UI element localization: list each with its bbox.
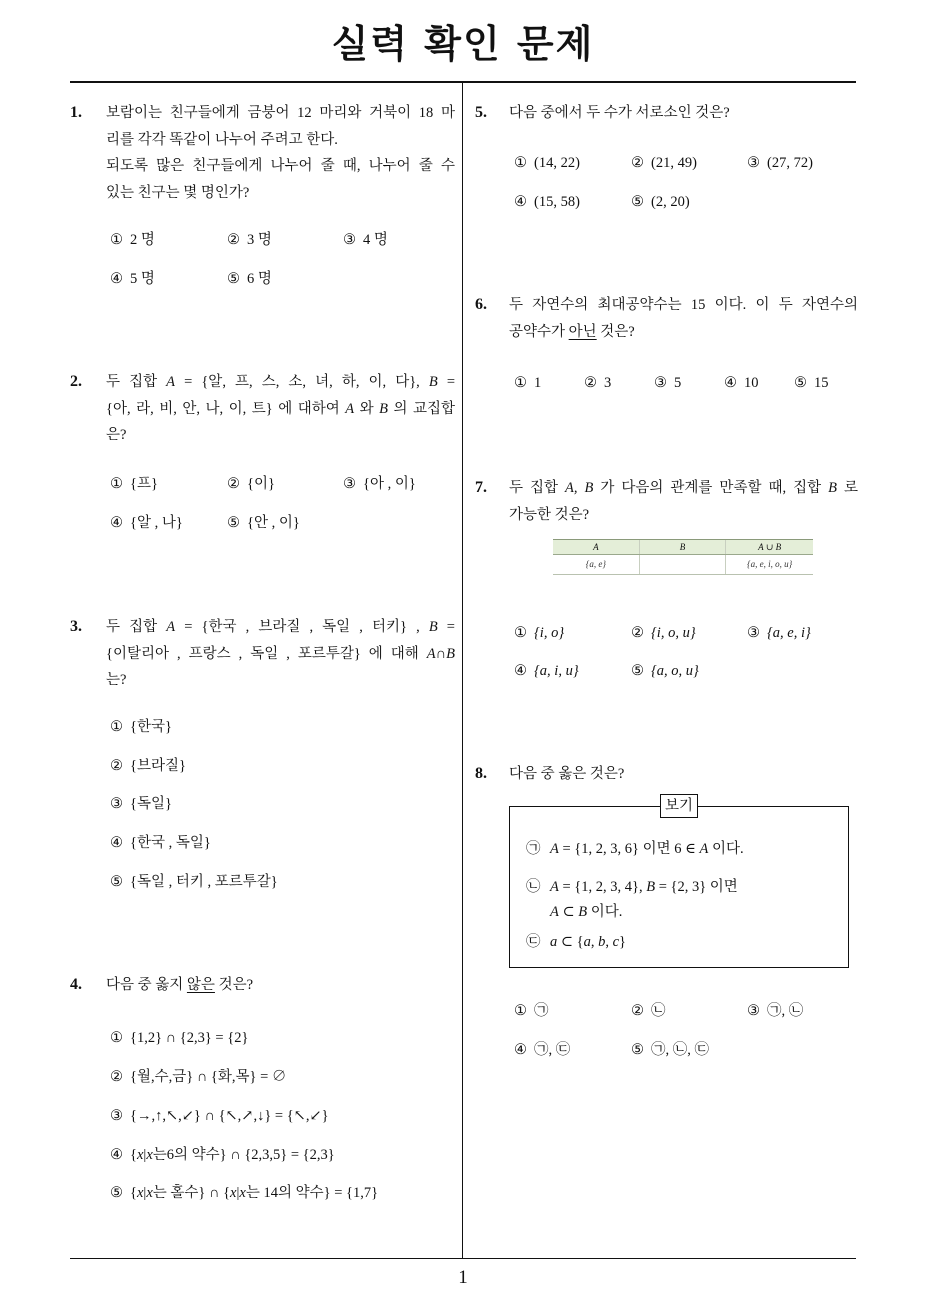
text-segment: 두 집합 [106,374,167,390]
choice-text: ㉠ [534,1003,549,1019]
variable: A [699,841,709,857]
choice-marker: ② [584,375,597,391]
variable: x [136,1147,144,1163]
variable: B [379,400,388,417]
choice-marker: ② [227,476,240,492]
q2-choice-2 [227,471,275,497]
variable: A [166,619,176,635]
q7-line: 가능한 것은? [509,506,590,523]
choice-text: {월,수,금} ∩ {화,목} = ∅ [130,1069,287,1085]
variable: B [828,480,837,496]
q1-choice-5 [227,266,272,292]
table-cell: {a, e} [553,555,640,574]
choice-marker: ④ [110,271,123,287]
relation-table [553,539,813,575]
q2-line [106,396,455,423]
q1-line: 보람이는 친구들에게 금붕어 12 마리와 거북이 18 마 [106,105,455,121]
text-segment: 다음 중 옳지 [106,977,187,993]
variable: A [550,879,559,895]
variable: A [426,645,436,662]
q8-choice-3 [747,998,803,1024]
q7-choice-4 [514,658,579,684]
q5-choice-5 [631,189,690,215]
q7-text [509,475,858,528]
q4-choice-3 [110,1103,329,1129]
q4-text [106,972,455,999]
q2-choice-1 [110,471,158,497]
choice-marker: ⑤ [110,1185,123,1201]
choice-marker: ④ [110,1147,123,1163]
variable: A [758,542,764,552]
choice-marker: ④ [724,375,737,391]
choice-marker: ② [631,155,644,171]
q3-line: 는? [106,672,127,688]
text-segment: { [130,1147,137,1163]
table-header-cell [640,540,727,554]
choice-text: {독일} [130,796,172,812]
q1-line: 되도록 많은 친구들에게 나누어 줄 때, 나누어 줄 수 [106,158,455,174]
q8-choice-2 [631,998,666,1024]
variable: A, B [565,480,594,496]
underlined-emphasis: 않은 [186,977,215,993]
choice-text: 1 [534,375,542,391]
choice-text: (27, 72) [767,155,813,171]
q3-line [106,641,455,668]
text-segment: | [143,1185,147,1201]
choice-marker: ④ [110,515,123,531]
text-segment: , [590,934,599,950]
text-segment: 두 집합 [509,480,566,496]
table-row [553,555,813,574]
text-segment: 로 [836,480,858,496]
bottom-rule [70,1258,856,1260]
variable: x [239,1185,246,1201]
q7-number: 7. [475,479,487,496]
variable: A [550,841,559,857]
text-segment: | [143,1147,147,1163]
variable: A [166,374,176,390]
q2-line: 은? [106,427,127,443]
q1-number: 1. [70,104,82,121]
q6-choice-3 [654,370,681,396]
choice-text: {a, e, i} [767,625,811,641]
q2-text [106,369,455,449]
choice-text: {브라질} [130,758,186,774]
q4-choice-1 [110,1025,248,1051]
variable: B [578,904,588,920]
choice-text: {a, o, u} [651,663,699,679]
text-segment: {아, 라, 비, 안, 나, 이, 트} 에 대하여 [106,400,346,417]
choice-marker: ① [110,232,123,248]
variable: b [598,934,606,950]
q6-choice-2 [584,370,611,396]
text-segment: ⊂ [558,904,579,920]
variable: B [446,645,455,662]
choice-marker: ② [631,1003,644,1019]
choice-marker: ② [227,232,240,248]
choice-marker: ④ [110,835,123,851]
q3-line [106,614,455,641]
choice-text: 10 [744,375,759,391]
q5-choice-4 [514,189,580,215]
q1-choice-3 [343,227,388,253]
choice-marker: ③ [747,155,760,171]
item-marker: ㉡ [526,879,541,895]
choice-marker: ① [110,719,123,735]
q1-choice-4 [110,266,155,292]
text-segment: = {1, 2, 3, 6} 이면 6 ∈ [558,841,700,857]
q7-choice-1 [514,620,564,646]
page-title: 실력 확인 문제 [331,22,595,66]
q6-line [509,319,858,346]
choice-marker: ④ [514,194,527,210]
q1-line: 있는 친구는 몇 명인가? [106,184,250,201]
choice-text: (21, 49) [651,155,697,171]
q5-text [509,100,858,127]
q6-number: 6. [475,296,487,313]
item-marker: ㉢ [526,934,541,950]
intersection-symbol: ∩ [435,645,447,662]
q3-choice-1 [110,714,172,740]
q1-line: 리를 각각 똑같이 나누어 주려고 한다. [106,131,338,148]
choice-marker: ③ [747,625,760,641]
example-item-3 [526,929,626,955]
text-segment: 가 다음의 관계를 만족할 때, 집합 [593,480,829,496]
choice-text: {독일 , 터키 , 포르투갈} [130,874,278,890]
variable: A [550,904,559,920]
union-symbol: ∪ [763,542,776,552]
choice-marker: ③ [747,1003,760,1019]
variable: A [345,400,355,417]
text-segment: 것은? [214,977,254,993]
q2-choice-4 [110,510,183,536]
text-segment: | [236,1185,240,1201]
choice-text: {알 , 나} [130,515,183,531]
variable: A [593,542,599,552]
choice-text: {1,2} ∩ {2,3} = {2} [130,1030,249,1046]
choice-marker: ⑤ [110,874,123,890]
text-segment: { [130,1185,137,1201]
choice-marker: ① [514,155,527,171]
choice-marker: ② [110,758,123,774]
choice-text: {i, o, u} [651,625,696,641]
choice-text: ㉠, ㉡, ㉢ [651,1042,709,1058]
q5-number: 5. [475,104,487,121]
q6-choice-5 [794,370,829,396]
q1-choice-2 [227,227,272,253]
example-item-2 [526,874,738,900]
q6-choice-4 [724,370,759,396]
text-segment: 의 교집합 [387,400,456,417]
variable: B [428,619,438,635]
choice-text: 3 [604,375,612,391]
text-segment: = {1, 2, 3, 4}, [558,879,647,895]
choice-text: {→,↑,↖,↙} ∩ {↖,↗,↓} = {↖,↙} [130,1108,329,1124]
text-segment: 는6의 약수} ∩ {2,3,5} = {2,3} [152,1147,335,1163]
q8-text [509,761,858,788]
q4-choice-5 [110,1180,378,1206]
variable: x [146,1185,153,1201]
choice-marker: ⑤ [631,663,644,679]
text-segment: = {한국 , 브라질 , 독일 , 터키} , [175,619,429,635]
choice-text: ㉠, ㉡ [767,1003,804,1019]
variable: x [136,1185,144,1201]
q8-line: 다음 중 옳은 것은? [509,766,625,782]
choice-marker: ⑤ [227,271,240,287]
variable: x [230,1185,237,1201]
text-segment: 공약수가 [509,323,569,340]
variable: B [646,879,656,895]
text-segment: = [437,619,455,635]
text-segment: 는 14의 약수} = {1,7} [245,1185,379,1201]
choice-text: (2, 20) [651,194,690,210]
choice-text: {한국} [130,719,172,735]
choice-text: {아 , 이} [363,476,416,492]
choice-text: 3 명 [247,232,272,248]
q7-choice-3 [747,620,811,646]
variable: a [583,934,591,950]
variable: a [550,934,558,950]
q3-choice-3 [110,791,172,817]
text-segment: 와 [354,400,380,417]
q3-choice-4 [110,830,211,856]
choice-marker: ② [631,625,644,641]
q3-number: 3. [70,618,82,635]
q4-choice-2 [110,1064,286,1090]
choice-text: ㉡ [651,1003,666,1019]
choice-marker: ① [514,625,527,641]
text-segment: = {알, 프, 스, 소, 녀, 하, 이, 다}, [175,374,429,390]
q7-choice-5 [631,658,699,684]
q5-line: 다음 중에서 두 수가 서로소인 것은? [509,105,730,121]
choice-marker: ② [110,1069,123,1085]
text-segment: {이탈리아 , 프랑스 , 독일 , 포르투갈} 에 대해 [106,645,427,662]
choice-text: {a, i, u} [534,663,579,679]
example-box-label: 보기 [660,794,698,818]
variable: B [428,374,438,390]
q7-choice-2 [631,620,696,646]
choice-marker: ⑤ [794,375,807,391]
q5-choice-2 [631,150,697,176]
page-number: 1 [458,1267,468,1288]
choice-marker: ③ [343,232,356,248]
choice-text: {안 , 이} [247,515,300,531]
choice-marker: ④ [514,1042,527,1058]
variable: c [612,934,620,950]
choice-text: {이} [247,476,275,492]
q2-choice-3 [343,471,416,497]
text-segment: = [437,374,455,390]
choice-text: 5 [674,375,682,391]
text-segment: 이다. [708,841,744,857]
choice-text: (14, 22) [534,155,580,171]
choice-marker: ③ [110,1108,123,1124]
q1-choice-1 [110,227,155,253]
q8-choice-4 [514,1037,570,1063]
q1-text [106,100,455,206]
variable: B [775,542,782,552]
q6-choice-1 [514,370,541,396]
table-header-cell [726,540,813,554]
q5-choice-1 [514,150,580,176]
table-cell [640,555,727,574]
choice-marker: ③ [654,375,667,391]
choice-marker: ⑤ [631,194,644,210]
q3-choice-2 [110,753,186,779]
underlined-emphasis: 아닌 [568,323,597,340]
q3-text [106,614,455,694]
choice-marker: ① [110,476,123,492]
text-segment: , [605,934,613,950]
table-header-row [553,540,813,555]
variable: x [146,1147,153,1163]
table-header-cell [553,540,640,554]
choice-text: 6 명 [247,271,272,287]
top-rule [70,81,856,83]
choice-text: 4 명 [363,232,388,248]
text-segment: = {2, 3} 이면 [655,879,738,895]
choice-marker: ④ [514,663,527,679]
choice-marker: ③ [110,796,123,812]
q2-number: 2. [70,373,82,390]
q3-choice-5 [110,869,278,895]
choice-marker: ⑤ [227,515,240,531]
q7-line [509,475,858,502]
text-segment: 이다. [587,904,623,920]
q5-choice-3 [747,150,813,176]
text-segment: 것은? [596,323,635,340]
q8-choice-5 [631,1037,709,1063]
q6-line: 두 자연수의 최대공약수는 15 이다. 이 두 자연수의 [509,297,858,313]
choice-text: (15, 58) [534,194,580,210]
example-item-1 [526,836,744,862]
choice-marker: ① [514,375,527,391]
choice-text: {프} [130,476,158,492]
q4-line [106,972,455,999]
choice-text: 15 [814,375,829,391]
example-item-2-continued [550,899,622,925]
text-segment: 는 홀수} ∩ { [152,1185,231,1201]
q2-line [106,369,455,396]
choice-text: {i, o} [534,625,565,641]
q8-number: 8. [475,765,487,782]
choice-marker: ① [514,1003,527,1019]
choice-text: {한국 , 독일} [130,835,211,851]
choice-marker: ③ [343,476,356,492]
choice-marker: ① [110,1030,123,1046]
table-cell: {a, e, i, o, u} [747,559,793,569]
q6-text [509,292,858,345]
item-marker: ㉠ [526,841,541,857]
text-segment: ⊂ { [557,934,584,950]
choice-text: 2 명 [130,232,155,248]
choice-text: 5 명 [130,271,155,287]
choice-text: ㉠, ㉢ [534,1042,571,1058]
q4-number: 4. [70,976,82,993]
q8-choice-1 [514,998,549,1024]
choice-marker: ⑤ [631,1042,644,1058]
column-divider [462,82,463,1258]
text-segment: 두 집합 [106,619,167,635]
q4-choice-4 [110,1142,335,1168]
variable: B [679,542,686,552]
q2-choice-5 [227,510,300,536]
text-segment: } [619,934,627,950]
